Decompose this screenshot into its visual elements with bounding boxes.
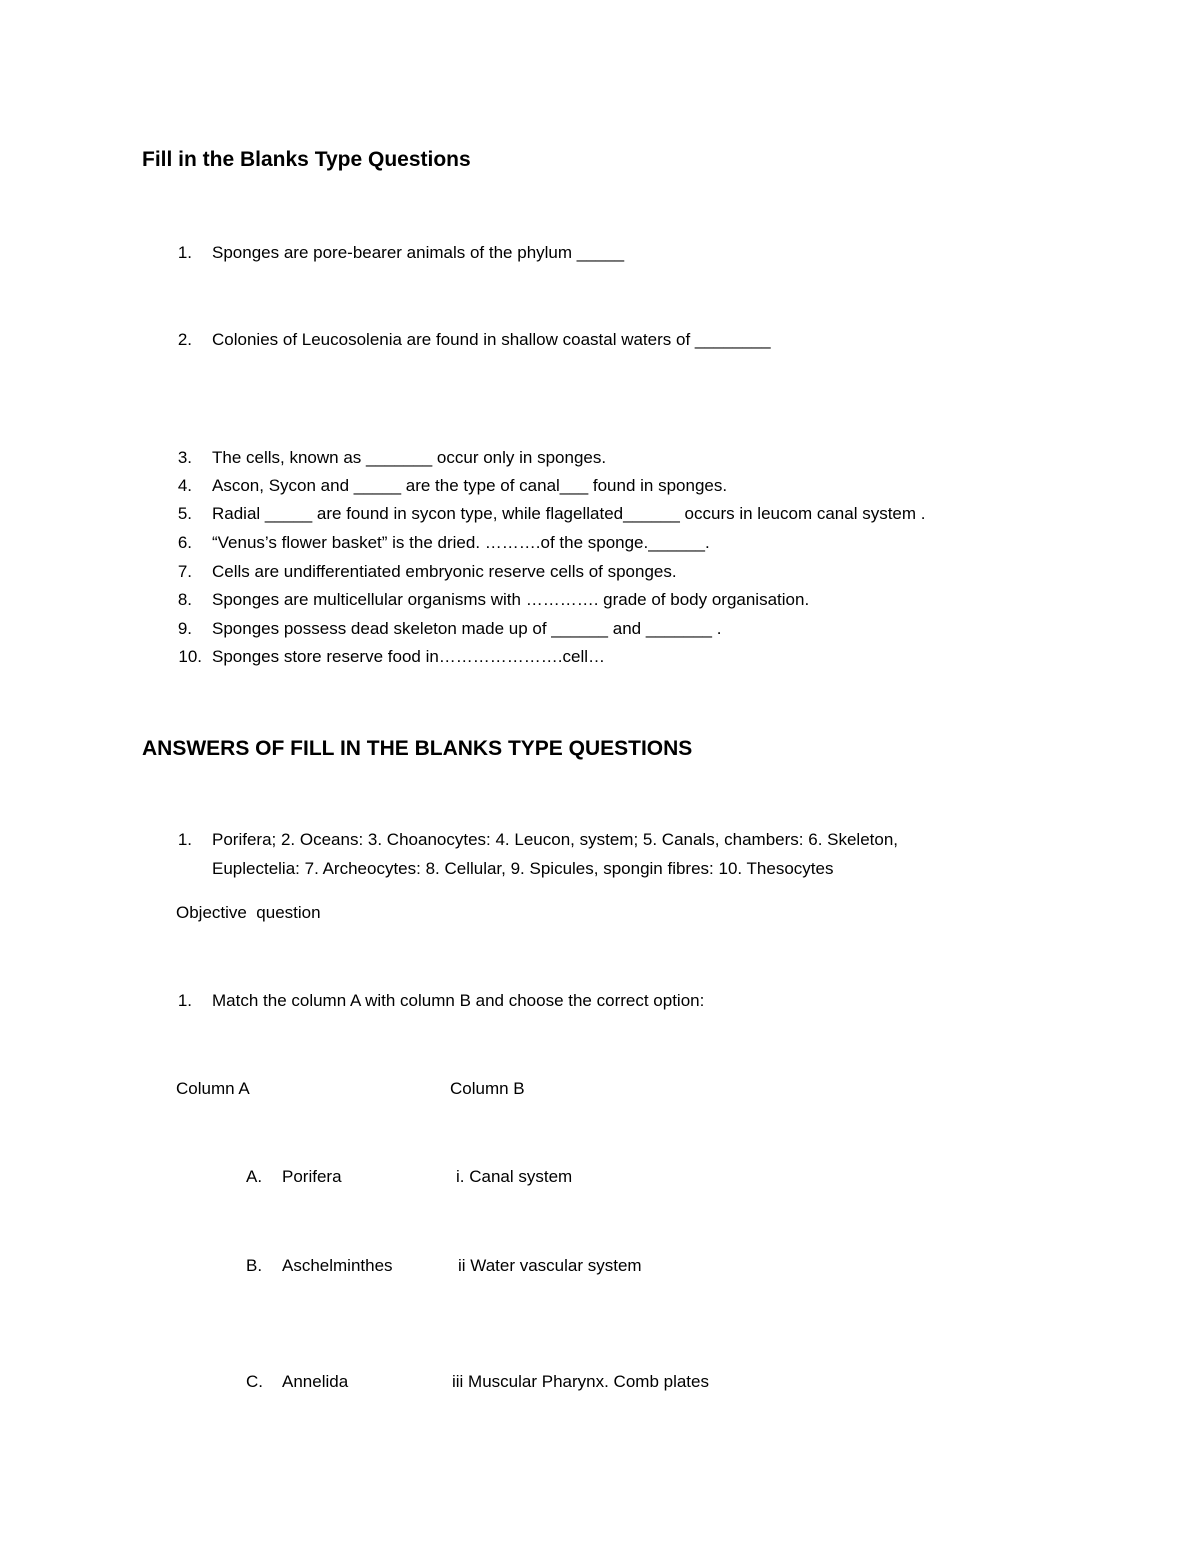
list-item-text: “Venus’s flower basket” is the dried. ……….of the sponge.______.	[212, 533, 710, 552]
list-item-number: 9.	[177, 619, 192, 638]
list-item-number: 6.	[177, 533, 192, 552]
column-b-header: Column B	[450, 1079, 525, 1098]
match-row-column-b: iii Muscular Pharynx. Comb plates	[452, 1372, 709, 1391]
column-a-header: Column A	[176, 1079, 250, 1098]
list-item-text: Sponges are multicellular organisms with …………. grade of body organisation.	[212, 590, 810, 609]
list-item-number: 2.	[177, 330, 192, 349]
list-item-number: 4.	[177, 476, 192, 495]
match-row-column-a: Aschelminthes	[282, 1256, 393, 1275]
list-item-text: Sponges store reserve food in………………….cell…	[212, 647, 606, 666]
match-row-column-b: ii Water vascular system	[458, 1256, 642, 1275]
answers-line-2: Euplectelia: 7. Archeocytes: 8. Cellular, 9. Spicules, spongin fibres: 10. Thesocytes	[212, 859, 834, 878]
section-heading-fill-blanks: Fill in the Blanks Type Questions	[142, 148, 471, 171]
match-row-column-a: Annelida	[282, 1372, 349, 1391]
list-item-text: Radial _____ are found in sycon type, while flagellated______ occurs in leucom canal system .	[212, 504, 926, 523]
list-item-number: 3.	[177, 448, 192, 467]
list-item-number: 8.	[177, 590, 192, 609]
answers-number: 1.	[177, 830, 192, 849]
list-item-number: 7.	[177, 562, 192, 581]
list-item-number: 1.	[177, 243, 192, 262]
list-item-text: Sponges are pore-bearer animals of the phylum _____	[212, 243, 625, 262]
match-row-column-b: i. Canal system	[456, 1167, 573, 1186]
list-item-number: 10.	[178, 647, 202, 666]
match-question-text: Match the column A with column B and choose the correct option:	[212, 991, 705, 1010]
list-item-text: Colonies of Leucosolenia are found in shallow coastal waters of ________	[212, 330, 771, 349]
list-item-text: Ascon, Sycon and _____ are the type of canal___ found in sponges.	[212, 476, 728, 495]
objective-label: Objective question	[176, 903, 321, 922]
list-item-text: Sponges possess dead skeleton made up of ______ and _______ .	[212, 619, 722, 638]
list-item-text: Cells are undifferentiated embryonic reserve cells of sponges.	[212, 562, 677, 581]
section-heading-answers: ANSWERS OF FILL IN THE BLANKS TYPE QUESTIONS	[142, 737, 693, 760]
match-row-column-a: Porifera	[282, 1167, 342, 1186]
match-question-number: 1.	[177, 991, 192, 1010]
match-row-letter: B.	[246, 1256, 263, 1275]
match-row-letter: A.	[246, 1167, 263, 1186]
list-item-text: The cells, known as _______ occur only in sponges.	[212, 448, 607, 467]
list-item-number: 5.	[177, 504, 192, 523]
match-row-letter: C.	[246, 1372, 263, 1391]
answers-line-1: Porifera; 2. Oceans: 3. Choanocytes: 4. Leucon, system; 5. Canals, chambers: 6. Skeleton,	[212, 830, 899, 849]
